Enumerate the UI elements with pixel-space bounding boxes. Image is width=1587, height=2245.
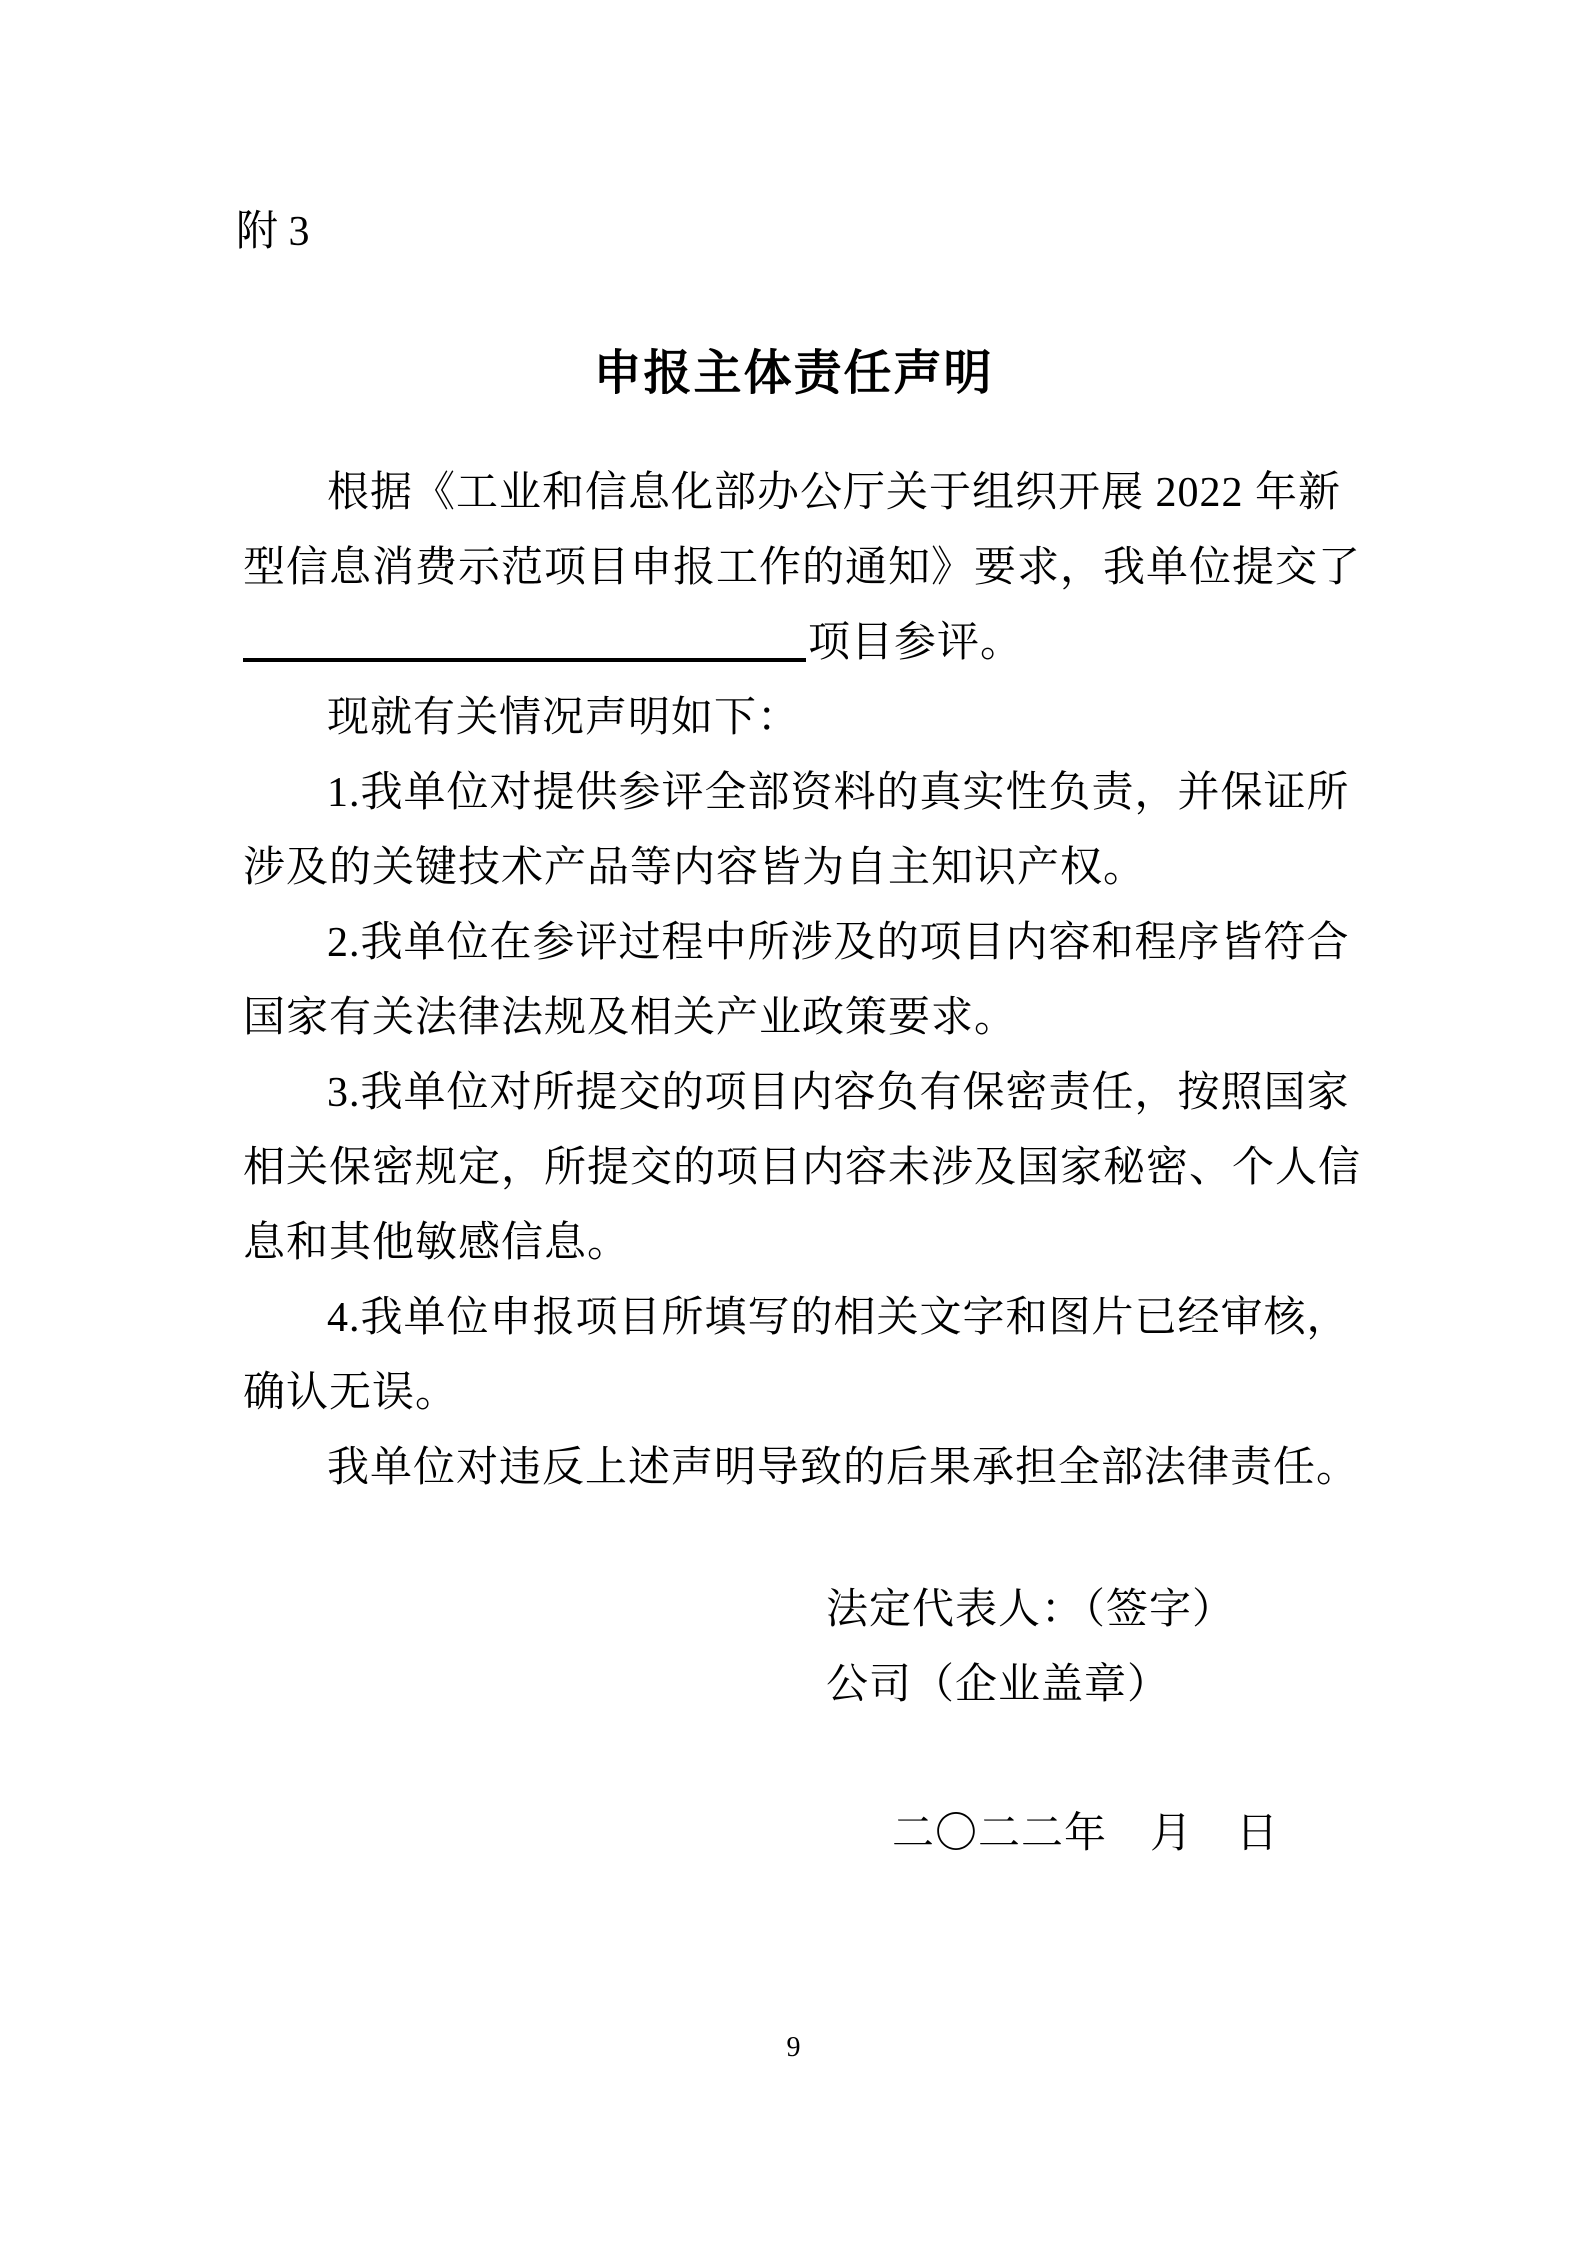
paragraph-line: 确认无误。 — [243, 1370, 459, 1416]
attachment-label: 附 3 — [236, 209, 310, 255]
paragraph-line: 1.我单位对提供参评全部资料的真实性负责，并保证所 — [327, 770, 1350, 816]
document-title: 申报主体责任声明 — [593, 347, 994, 400]
company-seal-line: 公司（企业盖章） — [826, 1662, 1171, 1708]
paragraph-line — [243, 606, 1367, 681]
date-line: 二〇二二年 月 日 — [892, 1811, 1280, 1857]
paragraph-line: 4.我单位申报项目所填写的相关文字和图片已经审核， — [327, 1295, 1350, 1341]
paragraph-line: 3.我单位对所提交的项目内容负有保密责任，按照国家 — [327, 1070, 1350, 1116]
paragraph-line: 我单位对违反上述声明导致的后果承担全部法律责任。 — [327, 1445, 1360, 1491]
page-number: 9 — [786, 2032, 801, 2063]
paragraph-line: 涉及的关键技术产品等内容皆为自主知识产权。 — [243, 845, 1147, 891]
paragraph-line-text: 项目参评。 — [808, 620, 1024, 666]
paragraph-line: 根据《工业和信息化部办公厅关于组织开展 2022 年新 — [327, 470, 1342, 516]
paragraph-line: 型信息消费示范项目申报工作的通知》要求，我单位提交了 — [243, 545, 1362, 591]
paragraph-line: 相关保密规定，所提交的项目内容未涉及国家秘密、个人信 — [243, 1145, 1362, 1191]
blank-underline-field — [243, 616, 806, 662]
paragraph-line: 现就有关情况声明如下： — [327, 695, 801, 741]
paragraph-line: 2.我单位在参评过程中所涉及的项目内容和程序皆符合 — [327, 920, 1350, 966]
paragraph-line: 息和其他敏感信息。 — [243, 1220, 631, 1266]
paragraph-line: 国家有关法律法规及相关产业政策要求。 — [243, 995, 1018, 1041]
legal-representative-signature-line: 法定代表人：（签字） — [826, 1587, 1236, 1633]
declaration-body — [243, 456, 1367, 1506]
signature-block — [826, 1573, 1235, 1723]
